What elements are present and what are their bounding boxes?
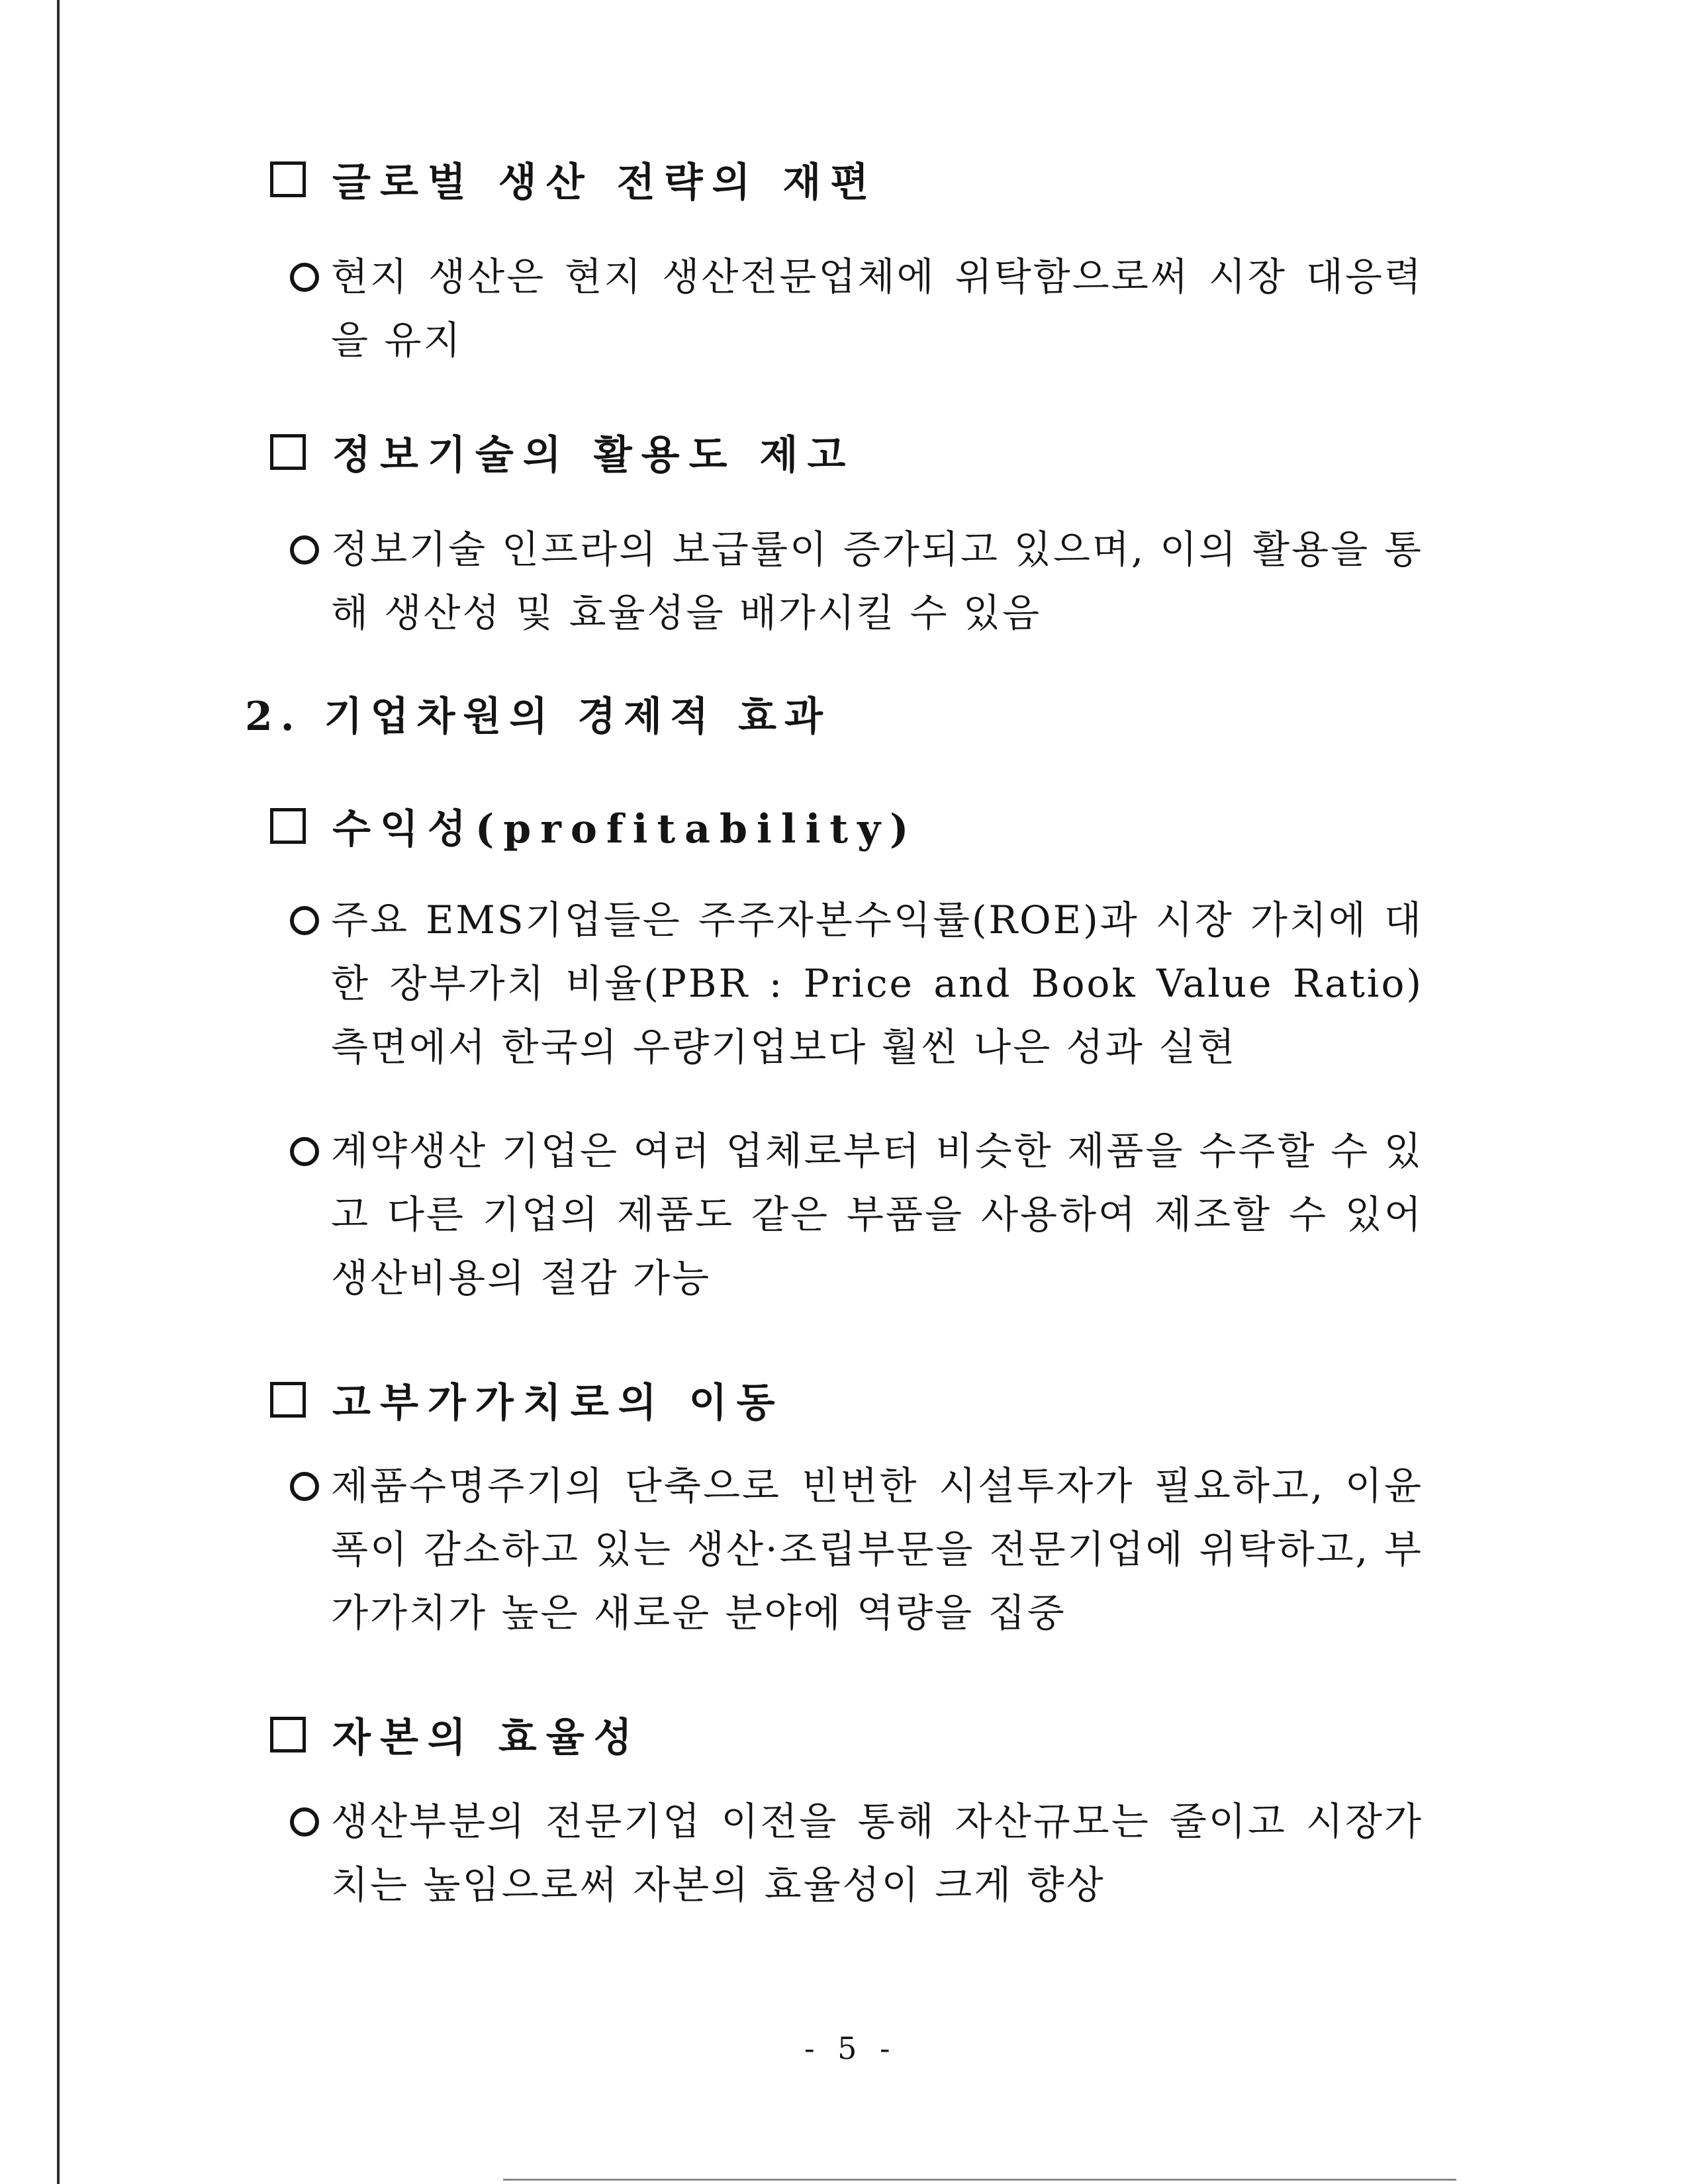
checkbox-square-icon — [270, 161, 306, 197]
heading-capital-efficiency — [270, 1706, 641, 1763]
bullet-circle-icon — [290, 1472, 319, 1501]
heading-high-value-shift — [270, 1371, 784, 1428]
checkbox-square-icon — [270, 808, 306, 844]
heading-text: 고부가가치로의 이동 — [332, 1380, 784, 1426]
bullet-circle-icon — [290, 263, 319, 292]
heading-it-utilization — [270, 424, 855, 480]
heading-text: 글로벌 생산 전략의 재편 — [332, 159, 878, 206]
bullet-circle-icon — [290, 906, 319, 935]
checkbox-square-icon — [270, 1382, 306, 1418]
heading-global-production-strategy — [270, 151, 878, 208]
bullet-circle-icon — [290, 1137, 319, 1166]
heading-text: 수익성(profitability) — [332, 806, 918, 852]
checkbox-square-icon — [270, 434, 306, 470]
heading-profitability — [270, 797, 917, 854]
page-number: - 5 - — [804, 2030, 897, 2066]
bullet-circle-icon — [290, 535, 319, 565]
checkbox-square-icon — [270, 1717, 306, 1752]
bullet-circle-icon — [290, 1807, 319, 1837]
heading-text: 자본의 효율성 — [332, 1715, 641, 1761]
section-title: 2. 기업차원의 경제적 효과 — [245, 694, 831, 740]
bullet-paragraph: 제품수명주기의 단축으로 빈번한 시설투자가 필요하고, 이윤폭이 감소하고 있는 생산·조립부문을 전문기업에 위탁하고, 부가가치가 높은 새로운 분야에 역량을 집중 — [331, 1463, 1423, 1635]
scan-edge-line — [57, 0, 60, 2184]
bullet-paragraph: 생산부분의 전문기업 이전을 통해 자산규모는 줄이고 시장가치는 높임으로써 자본의 효율성이 크게 향상 — [331, 1799, 1423, 1907]
bullet-paragraph: 계약생산 기업은 여러 업체로부터 비슷한 제품을 수주할 수 있고 다른 기업의 제품도 같은 부품을 사용하여 제조할 수 있어 생산비용의 절감 가능 — [331, 1128, 1423, 1300]
bullet-paragraph: 정보기술 인프라의 보급률이 증가되고 있으며, 이의 활용을 통해 생산성 및 효율성을 배가시킬 수 있음 — [331, 527, 1423, 635]
scan-bottom-line — [503, 2179, 1456, 2181]
heading-text: 정보기술의 활용도 제고 — [332, 432, 855, 478]
bullet-paragraph: 현지 생산은 현지 생산전문업체에 위탁함으로써 시장 대응력을 유지 — [331, 254, 1423, 363]
bullet-paragraph: 주요 EMS기업들은 주주자본수익률(ROE)과 시장 가치에 대한 장부가치 비율(PBR : Price and Book Value Ratio) 측면에서 한국의 우량기업보다 훨씬 나은 성과 실현 — [331, 897, 1423, 1069]
